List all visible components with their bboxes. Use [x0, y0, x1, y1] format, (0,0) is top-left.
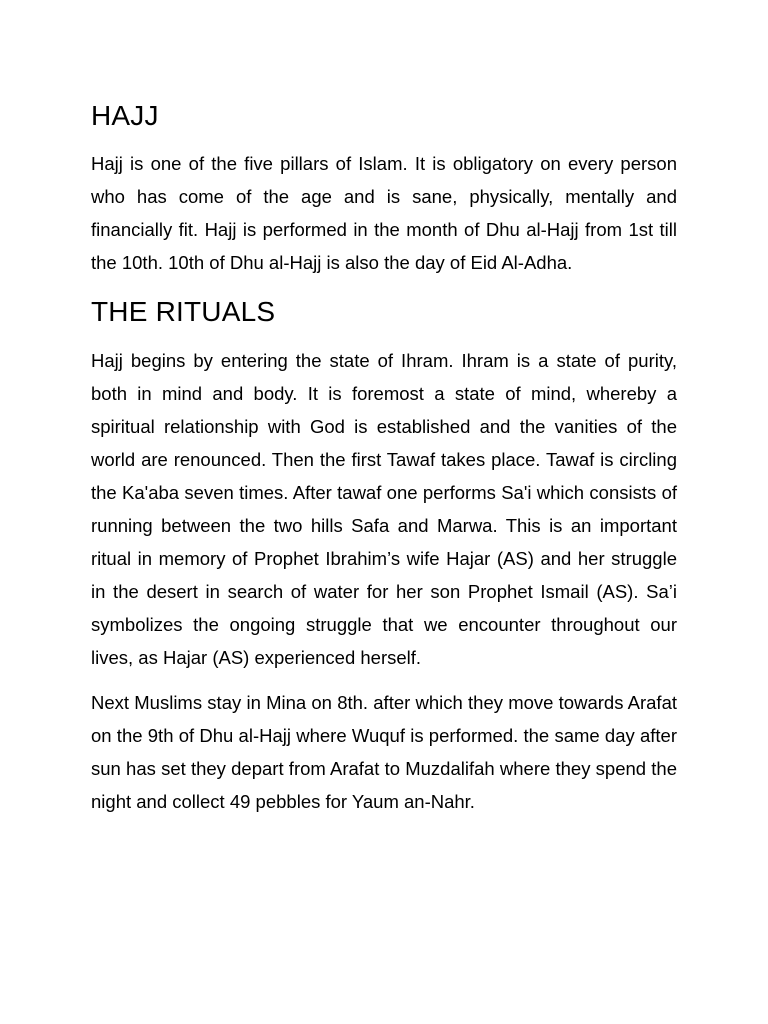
- paragraph-rituals-description: Hajj begins by entering the state of Ihram. Ihram is a state of purity, both in mind and body. It is foremost a state of mind, whereby a spiritual relationship with God is established and the vanities of the world are renounced. Then the first Tawaf takes place. Tawaf is circling the Ka'aba seven times. After tawaf one performs Sa'i which consists of running between the two hills Safa and Marwa. This is an important ritual in memory of Prophet Ibrahim’s wife Hajar (AS) and her struggle in the desert in search of water for her son Prophet Ismail (AS). Sa’i symbolizes the ongoing struggle that we encounter throughout our lives, as Hajar (AS) experienced herself.: [91, 350, 677, 668]
- section-heading-hajj: HAJJ: [91, 100, 159, 131]
- document-page: [91, 96, 677, 818]
- section-heading-rituals: THE RITUALS: [91, 296, 276, 327]
- paragraph-rituals-mina-arafat: Next Muslims stay in Mina on 8th. after which they move towards Arafat on the 9th of Dhu al-Hajj where Wuquf is performed. the same day after sun has set they depart from Arafat to Muzdalifah where they spend the night and collect 49 pebbles for Yaum an-Nahr.: [91, 692, 677, 812]
- paragraph-hajj-intro: Hajj is one of the five pillars of Islam. It is obligatory on every person who has come of the age and is sane, physically, mentally and financially fit. Hajj is performed in the month of Dhu al-Hajj from 1st till the 10th. 10th of Dhu al-Hajj is also the day of Eid Al-Adha.: [91, 153, 677, 273]
